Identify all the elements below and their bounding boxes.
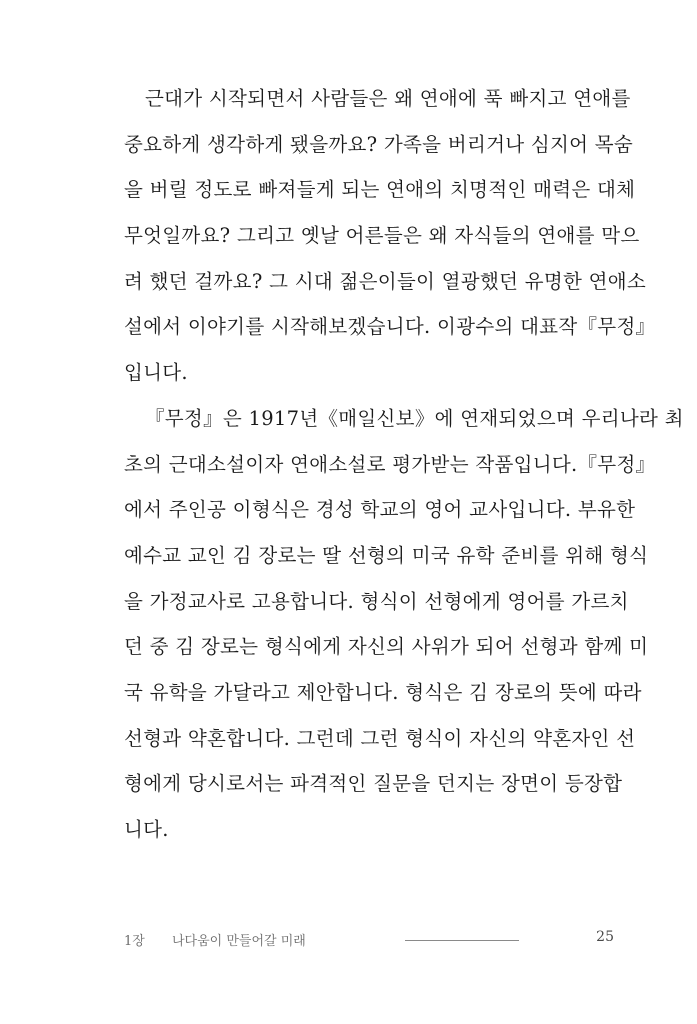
footer-divider	[405, 940, 519, 941]
text-line: 설에서 이야기를 시작해보겠습니다. 이광수의 대표작『무정』	[124, 315, 656, 339]
paragraph-1	[124, 76, 656, 396]
text-line: 『무정』은 1917년《매일신보》에 연재되었으며 우리나라 최	[145, 406, 684, 430]
text-line: 던 중 김 장로는 형식에게 자신의 사위가 되어 선형과 함께 미	[124, 635, 649, 659]
text-line: 중요하게 생각하게 됐을까요? 가족을 버리거나 심지어 목숨	[124, 132, 634, 156]
text-line: 형에게 당시로서는 파격적인 질문을 던지는 장면이 등장합	[124, 772, 623, 796]
chapter-title: 나다움이 만들어갈 미래	[172, 934, 306, 949]
text-line: 초의 근대소설이자 연애소설로 평가받는 작품입니다.『무정』	[124, 452, 656, 476]
text-line: 입니다.	[124, 361, 188, 385]
paragraph-2	[124, 396, 684, 853]
text-line: 려 했던 걸까요? 그 시대 젊은이들이 열광했던 유명한 연애소	[124, 269, 647, 293]
chapter-number: 1장	[124, 934, 145, 949]
text-line: 예수교 교인 김 장로는 딸 선형의 미국 유학 준비를 위해 형식	[124, 543, 649, 567]
text-line: 국 유학을 가달라고 제안합니다. 형식은 김 장로의 뜻에 따라	[124, 680, 642, 704]
text-line: 근대가 시작되면서 사람들은 왜 연애에 푹 빠지고 연애를	[145, 87, 631, 110]
page-number: 25	[596, 929, 614, 945]
body-text	[124, 76, 684, 853]
text-line: 니다.	[124, 818, 169, 841]
text-line: 에서 주인공 이형식은 경성 학교의 영어 교사입니다. 부유한	[124, 498, 636, 522]
text-line: 을 가정교사로 고용합니다. 형식이 선형에게 영어를 가르치	[124, 589, 629, 613]
page-footer	[124, 928, 614, 950]
text-line: 을 버릴 정도로 빠져들게 되는 연애의 치명적인 매력은 대체	[124, 178, 636, 202]
text-line: 무엇일까요? 그리고 옛날 어른들은 왜 자식들의 연애를 막으	[124, 224, 640, 248]
text-line: 선형과 약혼합니다. 그런데 그런 형식이 자신의 약혼자인 선	[124, 726, 636, 750]
